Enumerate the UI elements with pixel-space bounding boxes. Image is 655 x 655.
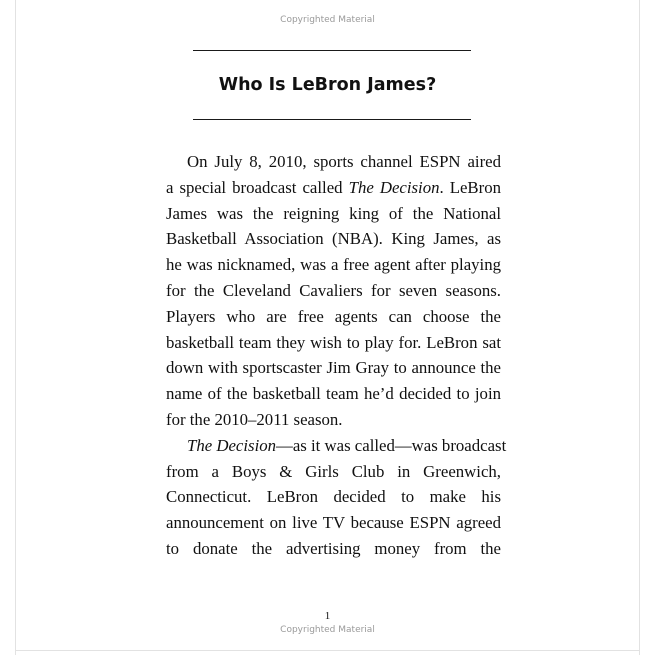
text-line: name of the basketball team he’d decided to join [166, 384, 501, 404]
page-border-bottom [15, 650, 640, 651]
text-line: basketball team they wish to play for. LeBron sat [166, 332, 501, 352]
text-line: a special broadcast called The Decision. LeBron [166, 177, 501, 197]
text-line: from a Boys & Girls Club in Greenwich, [166, 461, 501, 481]
page-number: 1 [324, 610, 331, 622]
text-line: Connecticut. LeBron decided to make his [166, 487, 501, 507]
text-line: On July 8, 2010, sports channel ESPN aired [187, 152, 501, 171]
copyright-watermark-top: Copyrighted Material [280, 15, 375, 25]
body-text [166, 149, 507, 562]
text-line: for the Cleveland Cavaliers for seven seasons. [166, 280, 501, 300]
text-line: Basketball Association (NBA). King James, as [166, 229, 501, 249]
copyright-watermark-bottom: Copyrighted Material [280, 625, 375, 635]
text-line: James was the reigning king of the National [166, 203, 501, 223]
page-border-right [639, 0, 640, 655]
text-line: he was nicknamed, was a free agent after playing [166, 255, 501, 275]
page-border-left [15, 0, 16, 655]
text-line: to donate the advertising money from the [166, 538, 501, 558]
text-line: The Decision—as it was called—was broadcast [187, 435, 507, 455]
text-line: Players who are free agents can choose the [166, 306, 501, 326]
text-line: down with sportscaster Jim Gray to announce the [166, 358, 501, 378]
text-line: for the 2010–2011 season. [166, 409, 343, 429]
text-line: announcement on live TV because ESPN agreed [166, 513, 501, 533]
title-rule-top [193, 50, 471, 51]
title-rule-bottom [193, 119, 471, 120]
chapter-title: Who Is LeBron James? [218, 75, 437, 95]
